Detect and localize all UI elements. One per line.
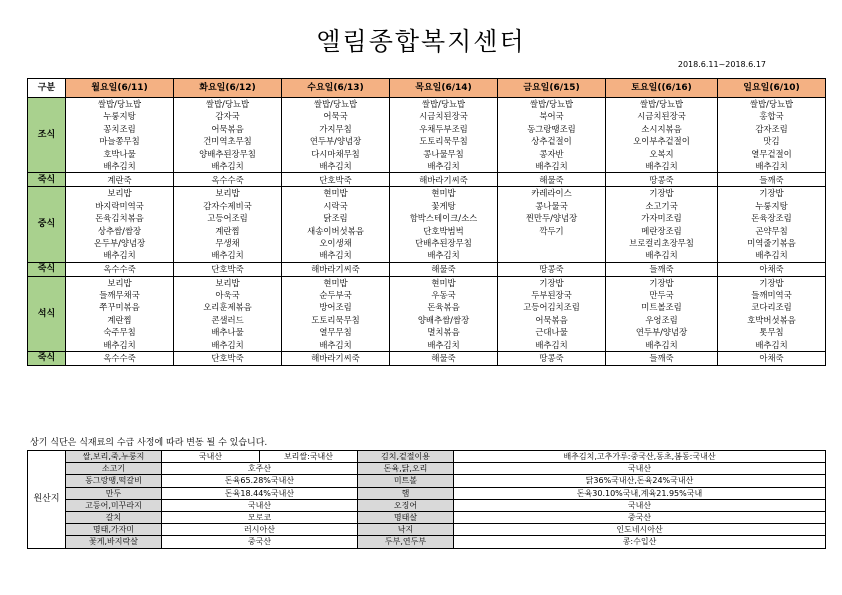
- menu-item: 단호박범벅: [423, 225, 464, 236]
- menu-item: 감자수제비국: [203, 200, 252, 211]
- porridge-3-row: [28, 352, 826, 366]
- menu-item: 배추김치: [645, 339, 678, 350]
- menu-item: 방어조림: [319, 302, 352, 313]
- menu-item: 북어국: [539, 111, 564, 122]
- dinner-day-cell: [390, 276, 498, 351]
- menu-item: 현미밥: [323, 188, 348, 199]
- menu-item: 상추겉절이: [531, 136, 572, 147]
- menu-item: 들깨미역국: [751, 290, 792, 301]
- origin-item: 두부,연두부: [358, 536, 454, 548]
- lunch-label: 중식: [28, 187, 66, 262]
- porridge-3-day-cell: 땅콩죽: [498, 352, 606, 366]
- menu-item: 현미밥: [323, 277, 348, 288]
- menu-item: 미역줄기볶음: [747, 237, 796, 248]
- porridge-2-day-cell: 들깨죽: [606, 262, 718, 276]
- day-header: 금요일(6/15): [498, 79, 606, 98]
- dinner-day-cell: [66, 276, 174, 351]
- dinner-day-cell: [718, 276, 826, 351]
- origin-source: 인도네시아산: [454, 524, 826, 536]
- origin-source: 국내산: [162, 451, 260, 463]
- menu-item: 쌀밥/당뇨밥: [205, 99, 250, 109]
- menu-item: 양배추쌈/쌈장: [417, 314, 470, 325]
- origin-item: 소고기: [66, 463, 162, 475]
- menu-item: 근대나물: [535, 327, 568, 338]
- breakfast-day-cell: [718, 98, 826, 173]
- menu-item: 소시지볶음: [641, 123, 682, 134]
- origin-source: 국내산: [162, 499, 358, 511]
- porridge-2-day-cell: 옥수수죽: [66, 262, 174, 276]
- menu-item: 다시마채무침: [311, 148, 360, 159]
- menu-item: 시락국: [323, 200, 348, 211]
- porridge-1-row: [28, 173, 826, 187]
- lunch-day-cell: [390, 187, 498, 262]
- header-row: [28, 79, 826, 98]
- breakfast-day-cell: [66, 98, 174, 173]
- origin-row: [28, 499, 826, 511]
- menu-item: 쌀밥/당뇨밥: [97, 99, 142, 109]
- porridge-1-day-cell: 해바라기씨죽: [390, 173, 498, 187]
- menu-item: 배추김치: [535, 339, 568, 350]
- origin-item: 낙지: [358, 524, 454, 536]
- menu-item: 보리밥: [107, 188, 132, 199]
- porridge-3-day-cell: 단호박죽: [174, 352, 282, 366]
- porridge-1-day-cell: 옥수수죽: [174, 173, 282, 187]
- dinner-day-cell: [498, 276, 606, 351]
- origin-row: [28, 451, 826, 463]
- porridge-2-day-cell: 해바라기씨죽: [282, 262, 390, 276]
- porridge-2-day-cell: 단호박죽: [174, 262, 282, 276]
- day-header: 토요일((6/16): [606, 79, 718, 98]
- menu-item: 마늘쫑무침: [99, 136, 140, 147]
- menu-item: 배추나물: [211, 327, 244, 338]
- breakfast-day-cell: [174, 98, 282, 173]
- menu-item: 홍합국: [759, 111, 784, 122]
- menu-item: 꽃게탕: [431, 200, 456, 211]
- menu-item: 가자미조림: [641, 213, 682, 224]
- breakfast-day-cell: [606, 98, 718, 173]
- menu-item: 상추쌈/쌈장: [97, 225, 142, 236]
- day-header: 화요일(6/12): [174, 79, 282, 98]
- origin-item: 돈육,닭,오리: [358, 463, 454, 475]
- menu-item: 오이부추겉절이: [633, 136, 690, 147]
- menu-item: 배추김치: [211, 250, 244, 261]
- dinner-day-cell: [606, 276, 718, 351]
- menu-item: 온두부/양념장: [93, 237, 146, 248]
- lunch-day-cell: [498, 187, 606, 262]
- origin-row: [28, 511, 826, 523]
- menu-item: 쌀밥/당뇨밥: [421, 99, 466, 109]
- lunch-day-cell: [66, 187, 174, 262]
- porridge-3-day-cell: 해물죽: [390, 352, 498, 366]
- menu-item: 어묵볶음: [211, 123, 244, 134]
- porridge-2-day-cell: 땅콩죽: [498, 262, 606, 276]
- menu-item: 우채두부조림: [419, 123, 468, 134]
- breakfast-day-cell: [282, 98, 390, 173]
- menu-item: 단배추된장무침: [415, 237, 472, 248]
- menu-item: 바지락미역국: [95, 200, 144, 211]
- menu-item: 함박스테이크/소스: [409, 213, 478, 224]
- menu-item: 무생채: [215, 237, 240, 248]
- menu-item: 배추김치: [427, 250, 460, 261]
- header-gubun: 구분: [28, 79, 66, 98]
- origin-item: 명태살: [358, 511, 454, 523]
- menu-item: 배추김치: [211, 160, 244, 171]
- menu-item: 오복지: [649, 148, 674, 159]
- origin-source: 돈육65.28%국내산: [162, 475, 358, 487]
- weekly-menu-table: [27, 78, 826, 366]
- origin-extra: 보리쌀:국내산: [260, 451, 358, 463]
- menu-item: 기장밥: [649, 277, 674, 288]
- day-header: 목요일(6/14): [390, 79, 498, 98]
- porridge-1-day-cell: 계란죽: [66, 173, 174, 187]
- origin-item: 명태,가자미: [66, 524, 162, 536]
- menu-item: 우동국: [431, 290, 456, 301]
- menu-item: 호박나물: [103, 148, 136, 159]
- menu-item: 콩나물국: [535, 200, 568, 211]
- menu-item: 고등어조림: [207, 213, 248, 224]
- day-header: 월요일(6/11): [66, 79, 174, 98]
- menu-item: 깍두기: [539, 225, 564, 236]
- origin-row: [28, 487, 826, 499]
- porridge-1-label: 죽식: [28, 173, 66, 187]
- breakfast-day-cell: [498, 98, 606, 173]
- menu-item: 돈육볶음: [427, 302, 460, 313]
- menu-item: 현미밥: [431, 188, 456, 199]
- origin-source: 중국산: [454, 511, 826, 523]
- menu-item: 현미밥: [431, 277, 456, 288]
- menu-item: 들깨무채국: [99, 290, 140, 301]
- origin-source: 모로코: [162, 511, 358, 523]
- menu-item: 꽁치조림: [103, 123, 136, 134]
- porridge-1-day-cell: 단호박죽: [282, 173, 390, 187]
- origin-source: 중국산: [162, 536, 358, 548]
- menu-item: 배추김치: [319, 339, 352, 350]
- menu-item: 시금치된장국: [419, 111, 468, 122]
- menu-item: 도토리묵무침: [419, 136, 468, 147]
- menu-item: 돈육김치볶음: [95, 213, 144, 224]
- menu-item: 시금치된장국: [637, 111, 686, 122]
- porridge-3-day-cell: 옥수수죽: [66, 352, 174, 366]
- menu-item: 누룽지탕: [755, 200, 788, 211]
- menu-item: 찐만두/양념장: [525, 213, 578, 224]
- menu-item: 누룽지탕: [103, 111, 136, 122]
- menu-item: 어묵볶음: [535, 314, 568, 325]
- origin-source: 국내산: [454, 499, 826, 511]
- menu-item: 보리밥: [215, 277, 240, 288]
- lunch-day-cell: [718, 187, 826, 262]
- origin-row: [28, 524, 826, 536]
- menu-item: 아욱국: [215, 290, 240, 301]
- menu-item: 배추김치: [645, 250, 678, 261]
- origin-source: 호주산: [162, 463, 358, 475]
- porridge-2-day-cell: 아채죽: [718, 262, 826, 276]
- porridge-1-day-cell: 해물죽: [498, 173, 606, 187]
- menu-item: 열무무침: [319, 327, 352, 338]
- menu-item: 계란찜: [215, 225, 240, 236]
- origin-source: 닭36%국내산,돈육24%국내산: [454, 475, 826, 487]
- menu-item: 콘샐러드: [211, 314, 244, 325]
- menu-item: 쌀밥/당뇨밥: [313, 99, 358, 109]
- menu-item: 가지무침: [319, 123, 352, 134]
- day-header: 수요일(6/13): [282, 79, 390, 98]
- menu-item: 기장밥: [759, 188, 784, 199]
- menu-item: 곤약무침: [755, 225, 788, 236]
- lunch-day-cell: [606, 187, 718, 262]
- menu-item: 순두부국: [319, 290, 352, 301]
- origin-source: 돈육18.44%국내산: [162, 487, 358, 499]
- menu-item: 메란장조림: [641, 225, 682, 236]
- menu-item: 미트볼조림: [641, 302, 682, 313]
- origin-item: 동그랑땡,떡갈비: [66, 475, 162, 487]
- menu-item: 쌀밥/당뇨밥: [639, 99, 684, 109]
- menu-item: 감자국: [215, 111, 240, 122]
- menu-item: 숙주무침: [103, 327, 136, 338]
- menu-item: 브로컬리초장무침: [629, 237, 694, 248]
- notice-text: 상기 식단은 식재료의 수급 사정에 따라 변동 될 수 있습니다.: [30, 438, 268, 448]
- menu-item: 쭈꾸미볶음: [99, 302, 140, 313]
- origin-item: 김치,겉절이용: [358, 451, 454, 463]
- menu-item: 배추김치: [211, 339, 244, 350]
- menu-item: 보리밥: [215, 188, 240, 199]
- menu-item: 배추김치: [319, 160, 352, 171]
- menu-item: 새송이버섯볶음: [307, 225, 364, 236]
- origin-source: 러시아산: [162, 524, 358, 536]
- menu-item: 카레라이스: [531, 188, 572, 199]
- porridge-1-day-cell: 들깨죽: [718, 173, 826, 187]
- porridge-1-day-cell: 땅콩죽: [606, 173, 718, 187]
- lunch-day-cell: [174, 187, 282, 262]
- porridge-3-label: 죽식: [28, 352, 66, 366]
- menu-item: 도토리묵무침: [311, 314, 360, 325]
- origin-row: [28, 475, 826, 487]
- menu-item: 배추김치: [427, 160, 460, 171]
- origin-item: 갈치: [66, 511, 162, 523]
- porridge-2-row: [28, 262, 826, 276]
- porridge-2-day-cell: 해물죽: [390, 262, 498, 276]
- origin-item: 만두: [66, 487, 162, 499]
- page-title: 엘림종합복지센터: [316, 27, 526, 56]
- menu-item: 만두국: [649, 290, 674, 301]
- origin-source: 배추김치,고추가루:중국산,동초,봄동:국내산: [454, 451, 826, 463]
- menu-item: 연두부/양념장: [635, 327, 688, 338]
- menu-item: 배추김치: [319, 250, 352, 261]
- dinner-day-cell: [174, 276, 282, 351]
- menu-item: 기장밥: [649, 188, 674, 199]
- menu-item: 코다리조림: [751, 302, 792, 313]
- menu-item: 콩나물무침: [423, 148, 464, 159]
- porridge-3-day-cell: 아채죽: [718, 352, 826, 366]
- menu-item: 배추김치: [103, 160, 136, 171]
- menu-item: 콩자반: [539, 148, 564, 159]
- menu-item: 오이생채: [319, 237, 352, 248]
- origin-row: [28, 536, 826, 548]
- menu-item: 기장밥: [539, 277, 564, 288]
- menu-item: 감자조림: [755, 123, 788, 134]
- origin-row: [28, 463, 826, 475]
- menu-item: 톳무침: [759, 327, 784, 338]
- origin-item: 햄: [358, 487, 454, 499]
- menu-item: 쌀밥/당뇨밥: [749, 99, 794, 109]
- menu-item: 배추김치: [103, 339, 136, 350]
- menu-item: 동그랑땡조림: [527, 123, 576, 134]
- menu-item: 보리밥: [107, 277, 132, 288]
- menu-item: 쌀밥/당뇨밥: [529, 99, 574, 109]
- origin-item: 쌀,보리,죽,누룽지: [66, 451, 162, 463]
- origin-table: [27, 450, 826, 549]
- menu-item: 오리훈제볶음: [203, 302, 252, 313]
- menu-item: 기장밥: [759, 277, 784, 288]
- menu-item: 배추김치: [755, 250, 788, 261]
- menu-item: 소고기국: [645, 200, 678, 211]
- menu-item: 열무겉절이: [751, 148, 792, 159]
- menu-item: 돈육장조림: [751, 213, 792, 224]
- menu-item: 닭조림: [323, 213, 348, 224]
- origin-source: 콩:수입산: [454, 536, 826, 548]
- menu-item: 배추김치: [427, 339, 460, 350]
- origin-label: 원산지: [28, 451, 66, 549]
- menu-item: 계란찜: [107, 314, 132, 325]
- lunch-day-cell: [282, 187, 390, 262]
- menu-item: 배추김치: [535, 160, 568, 171]
- menu-item: 배추김치: [755, 160, 788, 171]
- menu-item: 고등어김치조림: [523, 302, 580, 313]
- date-range: 2018.6.11~2018.6.17: [677, 60, 766, 69]
- origin-source: 국내산: [454, 463, 826, 475]
- breakfast-row: [28, 98, 826, 173]
- porridge-3-day-cell: 들깨죽: [606, 352, 718, 366]
- origin-item: 미트볼: [358, 475, 454, 487]
- origin-source: 돈육30.10%국내,계육21.95%국내: [454, 487, 826, 499]
- dinner-label: 석식: [28, 276, 66, 351]
- breakfast-label: 조식: [28, 98, 66, 173]
- dinner-row: [28, 276, 826, 351]
- origin-item: 고등어,미꾸라지: [66, 499, 162, 511]
- menu-item: 양배추된장무침: [199, 148, 256, 159]
- menu-item: 배추김치: [645, 160, 678, 171]
- porridge-2-label: 죽식: [28, 262, 66, 276]
- menu-item: [498, 249, 605, 261]
- menu-item: 어묵국: [323, 111, 348, 122]
- breakfast-day-cell: [390, 98, 498, 173]
- menu-item: 맛김: [763, 136, 780, 147]
- menu-item: 우엉조림: [645, 314, 678, 325]
- menu-item: [498, 237, 605, 249]
- lunch-row: [28, 187, 826, 262]
- menu-item: 배추김치: [103, 250, 136, 261]
- menu-item: 두부된장국: [531, 290, 572, 301]
- menu-item: 건미역초무침: [203, 136, 252, 147]
- origin-item: 오징어: [358, 499, 454, 511]
- menu-item: 배추김치: [755, 339, 788, 350]
- origin-item: 꽃게,바지락살: [66, 536, 162, 548]
- day-header: 일요일(6/10): [718, 79, 826, 98]
- porridge-3-day-cell: 해바라기씨죽: [282, 352, 390, 366]
- dinner-day-cell: [282, 276, 390, 351]
- menu-item: 연두부/양념장: [309, 136, 362, 147]
- menu-item: 호박버섯볶음: [747, 314, 796, 325]
- menu-item: 멸치볶음: [427, 327, 460, 338]
